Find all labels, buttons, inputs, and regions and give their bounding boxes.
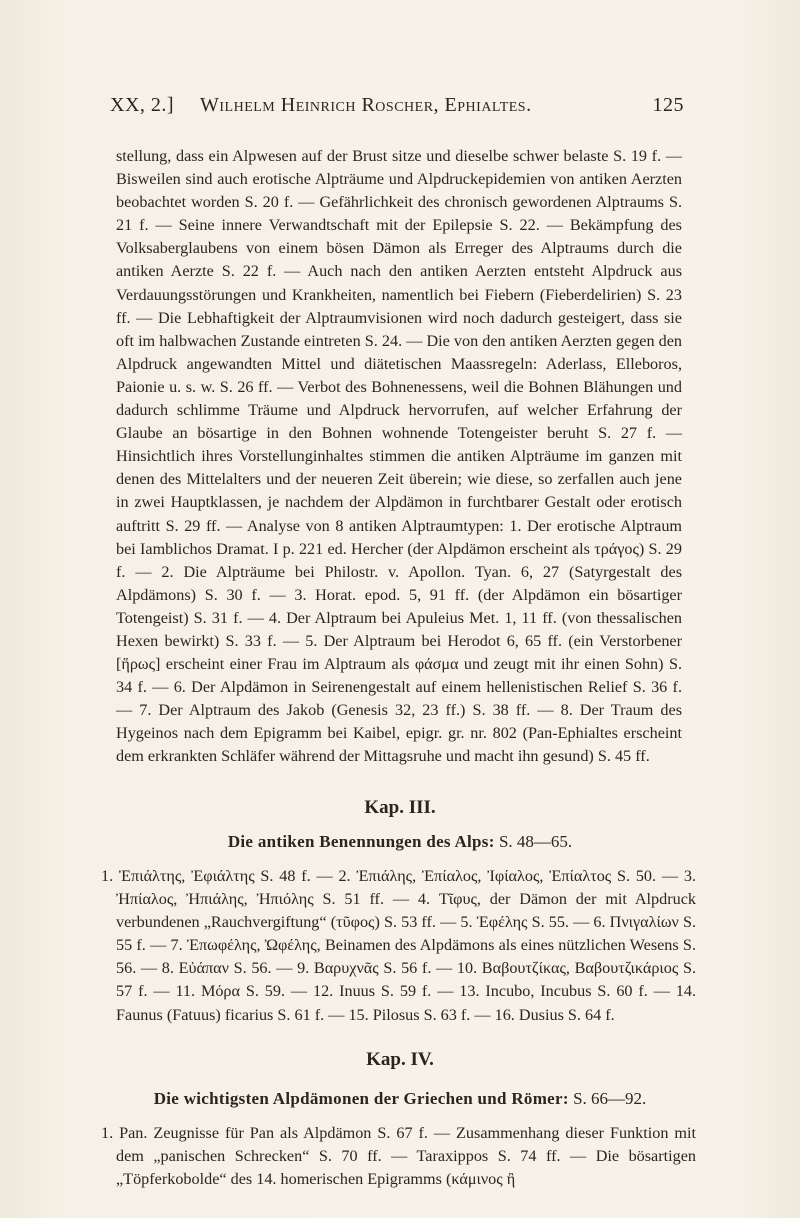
chapter-4-list: 1. Pan. Zeugnisse für Pan als Alpdämon S. 67 f. — Zusammenhang dieser Funktion mit dem „panischen Schrecken“ S. 70 ff. — Taraxippos S. 74 ff. — Die bösartigen „Töpferkobolde“ des 14. homerischen Epigramms (κάμινος ἢ <box>101 1124 696 1189</box>
main-paragraph: stellung, dass ein Alpwesen auf der Brust sitze und dieselbe schwer belaste S. 19 f. — Bisweilen sind auch erotische Alpträume und Alpdruckepidemien von antiken Aerzten beobachtet worden S. 20 f. — Gefährlichkeit des chronisch gewordenen Alptraums S. 21 f. — Seine innere Verwandtschaft mit der Epilepsie S. 22. — Bekämpfung des Volksaberglaubens von einem bösen Dämon als Erreger des Alptraums durch die antiken Aerzte S. 22 f. — Auch nach den antiken Aerzten entsteht Alpdruck aus Verdauungsstörungen und Krankheiten, namentlich bei Fiebern (Fieberdelirien) S. 23 ff. — Die Lebhaftigkeit der Alptraumvisionen wird noch dadurch gesteigert, dass sie oft im halbwachen Zustande eintreten S. 24. — Die von den antiken Aerzten gegen den Alpdruck angewandten Mittel und diätetischen Maassregeln: Aderlass, Elleboros, Paionie u. s. w. S. 26 ff. — Verbot des Bohnenessens, weil die Bohnen Blähungen und dadurch schlimme Träume und Alpdruck hervorrufen, auf welcher Erfahrung der Glaube an bösartige in den Bohnen wohnende Totengeister beruht S. 27 f. — Hinsichtlich ihres Vorstellunginhaltes stimmen die antiken Alpträume im ganzen mit denen des Mittelalters und der neueren Zeit überein; wie diese, so zerfallen auch jene in zwei Hauptklassen, je nachdem der Alpdämon in furchtbarer Gestalt oder erotisch auftritt S. 29 ff. — Analyse von 8 antiken Alptraumtypen: 1. Der erotische Alptraum bei Iamblichos Dramat. I p. 221 ed. Hercher (der Alpdämon erscheint als τράγος) S. 29 f. — 2. Die Alpträume bei Philostr. v. Apollon. Tyan. 6, 27 (Satyrgestalt des Alpdämons) S. 30 f. — 3. Horat. epod. 5, 91 ff. (der Alpdämon ein bösartiger Totengeist) S. 31 f. — 4. Der Alptraum bei Apuleius Met. 1, 11 ff. (von thessalischen Hexen bewirkt) S. 33 f. — 5. Der Alptraum bei Herodot 6, 65 ff. (ein Verstorbener [ἥρως] erscheint einer Frau im Alptraum als φάσμα und zeugt mit ihr einen Sohn) S. 34 f. — 6. Der Alpdämon in Seirenengestalt auf einem hellenistischen Relief S. 36 f. — 7. Der Alptraum des Jakob (Genesis 32, 23 ff.) S. 38 ff. — 8. Der Traum des Hygeinos nach dem Epigramm bei Kaibel, epigr. gr. nr. 802 (Pan-Ephialtes erscheint dem erkrankten Schläfer während der Mittagsruhe und macht ihn gesund) S. 45 ff. <box>116 147 682 766</box>
chapter-3-list: 1. Ἐπιάλτης, Ἐφιάλτης S. 48 f. — 2. Ἐπιάλης, Ἐπίαλος, Ἰφίαλος, Ἐπίαλτος S. 50. — 3. Ἠπίαλος, Ἠπιάλης, Ἠπιόλης S. 51 ff. — 4. Τῖφυς, der Dämon der mit Alpdruck verbundenen „Rauchvergiftung“ (τῦφος) S. 53 ff. — 5. Ἐφέλης S. 55. — 6. Πνιγαλίων S. 55 f. — 7. Ἐπωφέλης, Ὠφέλης, Beinamen des Alpdämons als eines nützlichen Wesens S. 56. — 8. Εὐάπαν S. 56. — 9. Βαρυχνᾶς S. 56 f. — 10. Βαβουτζίκας, Βαβουτζικάριος S. 57 f. — 11. Μόρα S. 59. — 12. Inuus S. 59 f. — 13. Incubo, Incubus S. 60 f. — 14. Faunus (Fatuus) ficarius S. 61 f. — 15. Pilosus S. 63 f. — 16. Dusius S. 64 f. <box>101 867 696 1024</box>
page-number: 125 <box>652 94 684 116</box>
running-head-volume: XX, 2.] <box>110 94 175 116</box>
running-head-title: Wilhelm Heinrich Roscher, Ephialtes. <box>200 94 532 116</box>
chapter-3-title-pages: S. 48—65. <box>494 832 573 851</box>
chapter-4-title-pages: S. 66—92. <box>568 1089 647 1108</box>
chapter-4-title <box>0 1089 800 1109</box>
chapter-4-title-text: Die wichtigsten Alpdämonen der Griechen und Römer: <box>153 1089 569 1108</box>
chapter-3-title-text: Die antiken Benennungen des Alps: <box>227 832 495 851</box>
chapter-3-title <box>0 832 800 852</box>
chapter-4-heading: Kap. IV. <box>366 1049 434 1070</box>
running-head <box>110 94 684 124</box>
chapter-3-heading: Kap. III. <box>364 797 436 818</box>
